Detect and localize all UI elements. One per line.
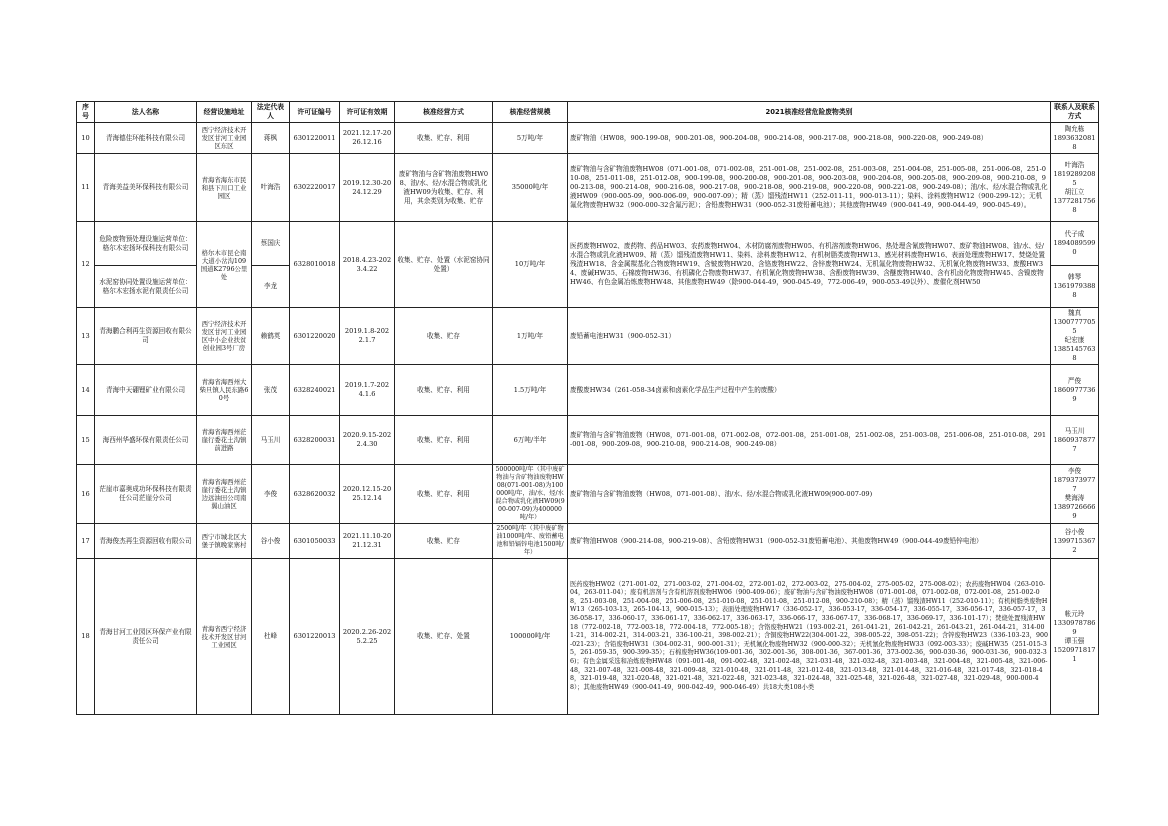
cell-mode: 收集、贮存 (395, 308, 493, 365)
cell-rep: 蒋枫 (252, 123, 290, 154)
cell-categories: 废矿物油与含矿物油废物（HW08，071-001-08，071-002-08，072-001-08，251-001-08，251-002-08，251-003-08，251-006-08，251-010-08，291-001-08，900-209-08，900-210-08，900-214-08，900-249-08） (568, 416, 1051, 465)
cell-scale: 5万吨/年 (493, 123, 568, 154)
cell-name: 青海中天硼锂矿业有限公司 (95, 365, 197, 416)
cell-license: 6328620032 (290, 465, 340, 524)
cell-scale: 100000吨/年 (493, 559, 568, 715)
cell-license: 6328010018 (290, 222, 340, 308)
cell-addr: 西宁经济技术开发区甘河工业园区东区 (197, 123, 252, 154)
cell-name: 青海俊杰再生资源回收有限公司 (95, 524, 197, 559)
cell-no: 11 (77, 154, 95, 222)
cell-addr: 格尔木市昆仑南大道小岔沟109国道K2796公里处 (197, 222, 252, 308)
cell-name: 青海鹏合利再生资源回收有限公司 (95, 308, 197, 365)
cell-name: 青海美益美环保科技有限公司 (95, 154, 197, 222)
cell-addr: 西宁经济技术开发区甘河工业园区中小企业扶贫创业园3号厂房 (197, 308, 252, 365)
cell-license: 6301220020 (290, 308, 340, 365)
cell-no: 12 (77, 222, 95, 308)
cell-name: 青海德佳环能科技有限公司 (95, 123, 197, 154)
cell-validity: 2019.1.8-2022.1.7 (340, 308, 395, 365)
cell-rep: 谷小俊 (252, 524, 290, 559)
cell-rep: 张茂 (252, 365, 290, 416)
cell-validity: 2020.2.26-2025.2.25 (340, 559, 395, 715)
cell-name: 水泥窑协同处置设施运营单位：格尔木宏扬水泥有限责任公司 (95, 266, 197, 308)
cell-addr: 青海省海西州大柴旦镇人民东路60号 (197, 365, 252, 416)
cell-categories: 医药废物HW02（271-001-02，271-003-02，271-004-02，272-001-02，272-003-02，275-004-02，275-005-02，275-008-02）；农药废物HW04（263-010-04，263-011-04）；废有机溶剂与含有机溶剂废物HW06（900-409-06）；废矿物油与含矿物油废物HW08（071-001-08，071-002-08，072-001-08，251-002-08，251-003-08，251-004-08，251-006-08，251-010-08，251-011-08，251-012-08，900-210-08）；精（蒸）馏残渣HW11（252-010-11）；有机树脂类废物HW13（265-103-13，265-104-13，900-015-13）；表面处理废物HW17（336-052-17，336-053-17，336-054-17，336-055-17，336-056-17，336-057-17，336-058-17，336-060-17，336-061-17，336-062-17，336-063-17，336-066-17，336-067-17，336-068-17，336-069-17，336-101-17）；焚烧处置残渣HW18（772-002-18，772-003-18，772-004-18，772-005-18）；含铬废物HW21（193-002-21，261-041-21，261-042-21，261-043-21，261-044-21，314-001-21，314-002-21，314-003-21，336-100-21，398-002-21）；含铜废物HW22(304-001-22，398-005-22，398-051-22)；含锌废物HW23（336-103-23，900-021-23）；含铅废物HW31（304-002-31，900-001-31）；无机氟化物废物HW32（900-000-32）；无机氰化物废物HW33（092-003-33）；废碱HW35（251-015-35，261-059-35，900-399-35）；石棉废物HW36(109-001-36，302-001-36，308-001-36，367-001-36，373-002-36，900-030-36，900-031-36，900-032-36)；有色金属采选和冶炼废物HW48（091-001-48，091-002-48，321-002-48，321-031-48，321-032-48，321-003-48，321-004-48，321-005-48，321-006-48，321-007-48，321-008-48，321-009-48，321-010-48，321-011-48，321-012-48，321-013-48，321-014-48，321-016-48，321-017-48，321-018-48，321-019-48，321-020-48，321-021-48，321-022-48，321-023-48，321-024-48，321-025-48，321-026-48，321-027-48，321-029-48，900-000-48）；其他废物HW49（900-041-49，900-042-49，900-046-49）共18大类108小类 (568, 559, 1051, 715)
cell-rep: 马玉川 (252, 416, 290, 465)
table-row (77, 123, 1099, 154)
cell-no: 17 (77, 524, 95, 559)
cell-scale: 500000吨/年（其中废矿物油与含矿物油废物HW08(071-001-08)为100000吨/年，油/水、烃/水混合物或乳化液HW09(900-007-09)为400000吨/年） (493, 465, 568, 524)
table-row (77, 154, 1099, 222)
cell-contact: 魏真 13007777055 纪宏康 13851457638 (1051, 308, 1099, 365)
cell-no: 13 (77, 308, 95, 365)
cell-rep: 叶海浩 (252, 154, 290, 222)
header-addr: 经营设施地址 (197, 102, 252, 123)
cell-validity: 2021.11.10-2021.12.31 (340, 524, 395, 559)
cell-categories: 废矿物油与含矿物油废物HW08（071-001-08，071-002-08，251-001-08，251-002-08，251-003-08，251-004-08，251-005-08，251-006-08，251-010-08，251-011-08，251-012-08，900-199-08，900-200-08，900-201-08，900-203-08，900-204-08，900-205-08，900-209-08，900-210-08，900-213-08，900-214-08，900-216-08，900-217-08，900-218-08，900-219-08，900-220-08，900-221-08，900-249-08）；油/水、烃/水混合物或乳化液HW09（900-005-09，900-006-09，900-007-09）；精（蒸）馏残渣HW11（252-011-11，900-013-11）；染料、涂料废物HW12（900-299-12）；无机氟化物废物HW32（900-000-32含氟污泥）；含铅废物HW31（900-052-31废铅蓄电池）；其他废物HW49（900-041-49，900-044-49，900-045-49）。 (568, 154, 1051, 222)
cell-no: 15 (77, 416, 95, 465)
header-name: 法人名称 (95, 102, 197, 123)
cell-contact: 马玉川 18609378777 (1051, 416, 1099, 465)
cell-validity: 2021.12.17-2026.12.16 (340, 123, 395, 154)
cell-categories: 废矿物油HW08（900-214-08，900-219-08）、含铅废物HW31（900-052-31废铅蓄电池）、其他废物HW49（900-044-49废铅锌电池） (568, 524, 1051, 559)
cell-no: 10 (77, 123, 95, 154)
cell-validity: 2020.9.15-2022.4.30 (340, 416, 395, 465)
cell-addr: 青海省海西州茫崖行委花土沟镇前进路 (197, 416, 252, 465)
cell-rep: 赖鹤英 (252, 308, 290, 365)
cell-name: 海西州华盛环保有限责任公司 (95, 416, 197, 465)
table-row (77, 416, 1099, 465)
cell-addr: 青海省海东市民和县下川口工业园区 (197, 154, 252, 222)
cell-rep: 李龙 (252, 266, 290, 308)
cell-addr: 西宁市城北区大堡子镇晚家寨村 (197, 524, 252, 559)
cell-no: 14 (77, 365, 95, 416)
cell-mode: 收集、贮存、处置 (395, 559, 493, 715)
cell-contact: 陶允栋 18936320818 (1051, 123, 1099, 154)
cell-license: 6301050033 (290, 524, 340, 559)
cell-contact: 严俊 18609777369 (1051, 365, 1099, 416)
cell-addr: 青海省西宁经济技术开发区甘河工业园区 (197, 559, 252, 715)
cell-mode: 收集、贮存、利用 (395, 465, 493, 524)
cell-categories: 废矿物油与含矿物油废物（HW08，071-001-08）、油/水、烃/水混合物或乳化液HW09(900-007-09) (568, 465, 1051, 524)
table-row (77, 365, 1099, 416)
license-table (76, 101, 1099, 715)
cell-contact: 叶海浩 18192892085 胡江立 13772817568 (1051, 154, 1099, 222)
cell-contact: 帐元玲 13309787869 谭玉强 15209718171 (1051, 559, 1099, 715)
header-categories: 2021核准经营危险废物类别 (568, 102, 1051, 123)
cell-license: 6301220013 (290, 559, 340, 715)
cell-rep: 李俊 (252, 465, 290, 524)
cell-categories: 废酸废HW34（261-058-34卤素和卤素化学品生产过程中产生的废酸） (568, 365, 1051, 416)
cell-license: 6328200031 (290, 416, 340, 465)
cell-license: 6301220011 (290, 123, 340, 154)
header-validity: 许可证有效期 (340, 102, 395, 123)
table-row (77, 308, 1099, 365)
header-rep: 法定代表人 (252, 102, 290, 123)
header-license: 许可证编号 (290, 102, 340, 123)
cell-categories: 废矿物油（HW08，900-199-08，900-201-08，900-204-08，900-214-08，900-217-08，900-218-08，900-220-08，900-249-08） (568, 123, 1051, 154)
cell-validity: 2020.12.15-2025.12.14 (340, 465, 395, 524)
cell-validity: 2018.4.23-2023.4.22 (340, 222, 395, 308)
cell-contact: 谷小俊 13997153672 (1051, 524, 1099, 559)
cell-scale: 1万吨/年 (493, 308, 568, 365)
header-contact: 联系人及联系方式 (1051, 102, 1099, 123)
cell-contact: 李俊 18793739777 樊海涛 13897266669 (1051, 465, 1099, 524)
cell-contact: 韩琴 13619793888 (1051, 266, 1099, 308)
cell-license: 6328240021 (290, 365, 340, 416)
cell-mode: 收集、贮存 (395, 524, 493, 559)
cell-name: 青海甘河工业园区环保产业有限责任公司 (95, 559, 197, 715)
cell-validity: 2019.1.7-2024.1.6 (340, 365, 395, 416)
cell-no: 18 (77, 559, 95, 715)
table-row (77, 524, 1099, 559)
cell-scale: 6万吨/半年 (493, 416, 568, 465)
cell-scale: 35000吨/年 (493, 154, 568, 222)
cell-mode: 收集、贮存、处置（水泥窑协同处置） (395, 222, 493, 308)
cell-scale: 10万吨/年 (493, 222, 568, 308)
header-row (77, 102, 1099, 123)
cell-name: 茫崖市嘉奥成功环保科技有限责任公司茫崖分公司 (95, 465, 197, 524)
cell-scale: 2500吨/年（其中废矿物油1000吨/年、废铅蓄电池和铅镉锌电池1500吨/年） (493, 524, 568, 559)
cell-addr: 青海省海西州茫崖行委花土沟镇边远油田公司南翼山油区 (197, 465, 252, 524)
cell-rep: 蔡国庆 (252, 222, 290, 266)
cell-mode: 收集、贮存、利用 (395, 123, 493, 154)
header-no: 序号 (77, 102, 95, 123)
cell-mode: 收集、贮存、利用 (395, 365, 493, 416)
cell-scale: 1.5万吨/年 (493, 365, 568, 416)
cell-categories: 废铅蓄电池HW31（900-052-31） (568, 308, 1051, 365)
table-row (77, 465, 1099, 524)
cell-categories: 医药废物HW02、废药物、药品HW03、农药废物HW04、木材防腐剂废物HW05、有机溶剂废物HW06、热处理含氰废物HW07、废矿物油HW08、油/水、烃/水混合物或乳化液HW09、精（蒸）馏残渣废物HW11、染料、涂料废物HW12、有机树脂类废物HW13、感光材料废物HW16、表面处理废物HW17、焚烧处置残渣HW18、含金属羰基化合物废物HW19、含铍废物HW20、含铬废物HW22、含锌废物HW24、无机氟化物废物HW32、无机氰化物废物HW33、废酸HW34、废碱HW35、石棉废物HW36、有机磷化合物废物HW37、有机氰化物废物HW38、含酚废物HW39、含醚废物HW40、含有机卤化物废物HW45、含镍废物HW46、有色金属冶炼废物HW48、其他废物HW49（除900-044-49，900-045-49，772-006-49，900-053-49以外）、废催化剂HW50 (568, 222, 1051, 308)
table-row (77, 222, 1099, 266)
cell-contact: 代子成 18940895990 (1051, 222, 1099, 266)
cell-mode: 收集、贮存、利用 (395, 416, 493, 465)
cell-license: 6302220017 (290, 154, 340, 222)
header-scale: 核准经营规模 (493, 102, 568, 123)
cell-name: 危险废物预处理设施运营单位：格尔木宏扬环保科技有限公司 (95, 222, 197, 266)
cell-mode: 废矿物油与含矿物油废物HW08、油/水、烃/水混合物或乳化液HW09为收集、贮存、利用，其余类别为收集、贮存 (395, 154, 493, 222)
header-mode: 核准经营方式 (395, 102, 493, 123)
table-row (77, 559, 1099, 715)
cell-no: 16 (77, 465, 95, 524)
cell-rep: 杜峰 (252, 559, 290, 715)
cell-validity: 2019.12.30-2024.12.29 (340, 154, 395, 222)
